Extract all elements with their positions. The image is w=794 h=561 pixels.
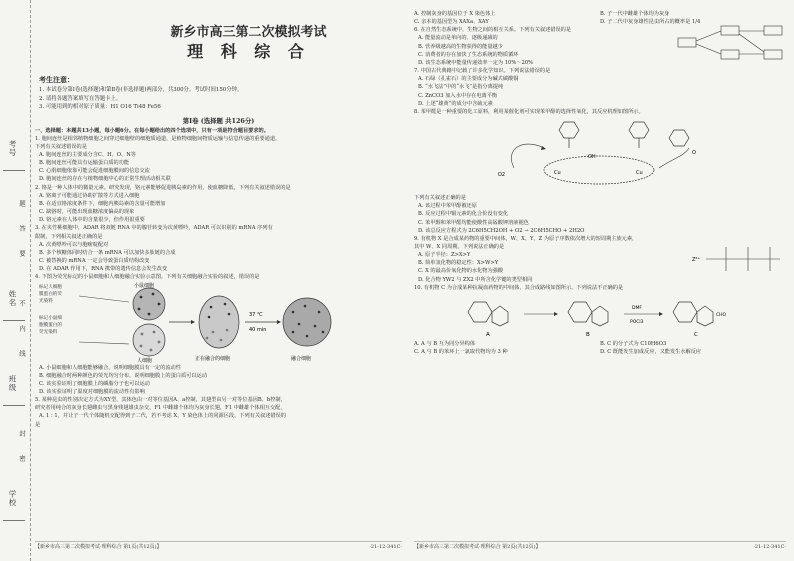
- notice-item: 3. 可能用到的相对原子质量：H1 O16 Ti48 Fe56: [39, 103, 161, 110]
- option-text: C. 消费者的存在加快了生态系统的物质循环: [418, 51, 519, 58]
- question-text: 研究者用纯合的灰身长翅雌虫与黑身残翅雄虫杂交，F1 中雌雄个体均为灰身长翅，F1 中雌雄个体相互交配，: [35, 405, 286, 412]
- option-text: B. 在适宜铬浓度条件下，细胞内胰岛素的含量可能增加: [39, 200, 166, 207]
- reagent-pocl3: POCl3: [630, 319, 644, 325]
- binding-margin: [0, 0, 31, 561]
- question-text: 下列有关叙述正确的是: [414, 195, 466, 202]
- fill-line: [3, 405, 25, 406]
- exam-number-label: 考号: [8, 140, 17, 157]
- reaction-mechanism-diagram: [484, 118, 714, 194]
- seal-char: 答: [18, 225, 26, 233]
- seal-char: 要: [18, 250, 26, 258]
- option-text: A. 胞间连丝的主要成分含C、H、O、N等: [39, 152, 136, 158]
- seal-char: 密: [18, 455, 26, 463]
- seal-char: 封: [18, 430, 26, 438]
- option-text: B. 营养级越高的生物获得的能量越少: [418, 43, 503, 50]
- compound-b-label: B: [586, 331, 590, 338]
- time-label: 40 min: [249, 326, 267, 333]
- legend-line: 胞膜蛋白的: [39, 322, 62, 328]
- option-text: A. 小鼠细胞和人细胞能够融合，说明细胞膜具有一定的流动性: [39, 364, 181, 371]
- q9-block: [414, 235, 786, 284]
- fusion-diagram: [79, 282, 379, 364]
- options-row: [414, 348, 786, 356]
- option-text: C. 缺铬时，可能出现血糖浓度偏高的现象: [39, 209, 135, 216]
- hydroxyl-label: OH: [588, 154, 596, 161]
- option-text: B. 胞间连丝可能具有运输蛋白质的功能: [39, 160, 130, 167]
- exam-title: 新乡市高三第二次模拟考试: [170, 25, 327, 40]
- option-text: A. 原子半径：Z>X>Y: [418, 252, 471, 259]
- question-text: 4. 下图为荧光标记的小鼠细胞和人细胞融合实验示意图。下列有关细胞融合实验的叙述，错误的是: [35, 274, 260, 281]
- option-text: B. 简单氢化物的稳定性：X>W>Y: [418, 260, 499, 267]
- option-text: D. 该生态系统中能量传递效率一定为 10%～20%: [418, 59, 533, 66]
- svg-text:CHO: CHO: [716, 312, 727, 318]
- seal-char: 内: [18, 325, 26, 333]
- question-text: 6. 在自然生态系统中，生物之间的相互关系。下列有关叙述错误的是: [414, 27, 572, 34]
- human-cell-label: 人细胞: [137, 357, 153, 364]
- compound-a-label: A: [486, 331, 490, 338]
- option-text: C. 该实验证明了细胞膜上的磷脂分子也可以运动: [39, 380, 150, 387]
- fill-line: [3, 520, 25, 521]
- footer-page-info: 【新乡市高三第二次模拟考试·理科综合 第2页(共12页)】: [414, 544, 541, 550]
- option-text: A. A 与 B 互为同分异构体: [414, 340, 476, 347]
- option-text: C. ZnCO3 加入水中存在电离平衡: [418, 92, 498, 99]
- subject-title: 理 科 综 合: [187, 42, 310, 61]
- option-text: A. 次黄嘌呤可以与胞嘧啶配对: [39, 241, 109, 248]
- question-text: 限制，下列相关叙述正确的是: [35, 233, 103, 240]
- options-row: [414, 10, 786, 18]
- option-text: D. 该总反应方程式为 2C6H5CH2OH + O2 → 2C6H5CHO + 2H2O: [418, 227, 585, 234]
- question-text: 下列有关叙述错误的是: [35, 143, 87, 150]
- option-text: B. C 的分子式为 C10H6O3: [600, 340, 667, 347]
- q6-block: [414, 26, 786, 67]
- structure-diagram: [690, 241, 786, 277]
- copper-label-right: Cu: [636, 170, 643, 177]
- name-label: 姓名: [8, 290, 17, 307]
- mouse-cell-label: 小鼠细胞: [134, 282, 155, 289]
- section-instruction: 一、选择题：本题共13小题，每小题6分。在每小题给出的四个选项中，只有一项是符合题目要求的。: [35, 127, 269, 134]
- fusing-cell-label: 正在融合的细胞: [195, 355, 231, 362]
- option-text: B. 子一代中雌雄个体均为灰身: [600, 11, 670, 17]
- question-block-4-5: [35, 364, 402, 429]
- legend-line: 荧光染料: [39, 329, 58, 335]
- class-label: 班级: [8, 375, 17, 392]
- option-text: B. 多个核糖体同时结合一条 mRNA 可以加快多肽链的合成: [39, 249, 176, 256]
- option-text: D. 胞间连丝的存在与植物细胞中心的正常生理活动相关联: [39, 176, 171, 183]
- option-text: D. C 既能发生加成反应，又能发生水解反应: [600, 349, 702, 356]
- legend-line: 光染料: [39, 298, 53, 304]
- option-text: C. 亲本的基因型为 XAXa、XAY: [414, 19, 489, 26]
- question-text: 9. 有机物 X 是合成某药物的重要中间体，W、X、Y、Z 为原子序数依次增大的短周期主族元素，: [414, 235, 638, 242]
- fill-line: [3, 320, 25, 321]
- fused-cell-label: 融合细胞: [291, 355, 312, 362]
- copper-label-left: Cu: [554, 170, 561, 177]
- legend-line: 标记小鼠细: [39, 315, 62, 321]
- option-text: A. 石绿（孔雀石）的主要成分为碱式碳酸铜: [418, 76, 519, 83]
- option-text: D. 铬元素在人体中的含量很少，但作用很重要: [39, 217, 145, 224]
- notice-heading: 考生注意：: [39, 75, 74, 84]
- figure-legend: [39, 284, 79, 336]
- option-text: D. 在 ADAR 作用下，RNA 携带的遗传信息会发生改变: [39, 266, 168, 273]
- option-text: D. 子二代中灰身雄性昆虫所占的概率是 1/4: [600, 19, 701, 26]
- option-text: C. 苯甲醇和苯甲醛均能使酸性高锰酸钾溶液褪色: [418, 219, 529, 226]
- question-text: 5. 某种昆虫的性别决定方式为XY型，其体色由一对等位基因A、a控制，其翅型由另一对等位基因B、b控制，: [35, 397, 286, 404]
- option-text: B. “水飞法”中的“水飞”是指分离提纯: [418, 84, 504, 91]
- option-text: C. X 的最高价氧化物的水化物为强酸: [418, 268, 504, 275]
- section-title: 第Ⅰ卷 (选择题 共126分): [182, 117, 255, 126]
- option-text: D. 化合物 YW2 与 ZX2 中所含化学键的类型相同: [418, 276, 533, 283]
- option-text: C. 心肌细胞依靠可能会促进细胞膜间的信息交流: [39, 168, 150, 175]
- option-text: C. A 与 B 的苯环上一氯取代物均为 3 种: [414, 349, 508, 356]
- option-text: A. 1 : 1，并让子一代个体随机交配得到子二代，若不考虑 X、Y 染色体上的同源区段，下列有关叙述错误的: [39, 413, 286, 420]
- oxygen-label: O2: [498, 172, 506, 179]
- legend-line: 标记人细胞: [39, 284, 62, 290]
- synthesis-route-diagram: [454, 294, 754, 340]
- footer-right: [414, 541, 786, 552]
- question-text: 10. 有机物 C 为合成某种抗凝血药物的中间体，其合成路线如图所示。下列说法不正确的是: [414, 284, 624, 291]
- option-text: A. 铬离子可能通过协助扩散等方式进入细胞: [39, 192, 140, 199]
- svg-text:Z²⁺: Z²⁺: [692, 256, 701, 263]
- legend-line: 膜蛋白的荧: [39, 291, 62, 297]
- notice-item: 1. 本试卷分第Ⅰ卷(选择题)和第Ⅱ卷(非选择题)两部分，共300分。考试时间150分钟。: [39, 87, 243, 94]
- question-text: 其中 W、X 同周期。下列说法正确的是: [414, 243, 505, 250]
- temperature-label: 37 ℃: [249, 311, 263, 318]
- footer-code: ·21-12-341C·: [369, 544, 402, 550]
- question-text: 2. 铬是一种人体中的微量元素。研究发现，铬元素能够促进胰岛素的作用，使血糖降低，下列有关叙述错误的是: [35, 184, 291, 191]
- seal-char: 线: [18, 350, 26, 358]
- question-text: 3. 在夹竹桃细胞中，ADAR 将双链 RNA 中的腺苷转变为次黄嘌呤，ADAR 可以识别的 mRNA 序列有: [35, 225, 273, 232]
- cell-fusion-figure: [35, 282, 402, 364]
- food-web-diagram: [676, 24, 786, 64]
- option-text: D. 该实验证明了温度对细胞膜的流动性有影响: [39, 388, 145, 395]
- notice-item: 2. 请将各题答案填写在答题卡上。: [39, 95, 122, 102]
- seal-char: 不: [18, 300, 26, 308]
- left-column: [35, 10, 402, 429]
- option-text: C. 被替换的 mRNA 一定会导致蛋白质结构改变: [39, 258, 150, 265]
- footer-page-info: 【新乡市高三第二次模拟考试·理科综合 第1页(共12页)】: [35, 544, 162, 550]
- option-text: D. 上述“雄黄”的成分中含硫元素: [418, 100, 493, 107]
- school-label: 学校: [8, 490, 17, 507]
- seal-char: 题: [18, 200, 26, 208]
- question-text: 1. 胞间连丝是相邻植物细胞之间穿过细胞壁的细胞质通道，是植物细胞间物质运输与信息传递的重要通道。: [35, 135, 281, 142]
- option-text: A. 能量流动是单向的、逐级递减的: [418, 35, 498, 42]
- compound-c-label: C: [694, 331, 698, 338]
- right-column: [414, 10, 786, 356]
- option-text: B. 细胞融合时两种颜色的荧光均匀分布，说明细胞膜上的蛋白质可以运动: [39, 372, 207, 379]
- oxo-label: O: [692, 150, 696, 157]
- footer-code: ·21-12-341C·: [753, 544, 786, 550]
- question-text: 是: [35, 421, 41, 428]
- options-row: [414, 340, 786, 348]
- option-text: B. 反应过程中铜元素的化合价没有变化: [418, 211, 509, 218]
- option-text: A. 该过程中苯甲醇被还原: [418, 203, 477, 210]
- question-block-1-4: [35, 135, 402, 282]
- fill-line: [3, 170, 25, 171]
- option-text: A. 控制灰身的基因位于 X 染色体上: [414, 11, 496, 17]
- question-text: 8. 苯甲醛是一种重要的化工原料，利用某催化剂可实现苯甲醇的选择性氧化，其反应机理如图所示。: [414, 108, 644, 115]
- question-text: 7. 中国古代典籍中记载了许多化学知识。下列说法错误的是: [414, 68, 551, 75]
- footer-left: [35, 541, 402, 552]
- reagent-dmf: DMF: [632, 305, 642, 311]
